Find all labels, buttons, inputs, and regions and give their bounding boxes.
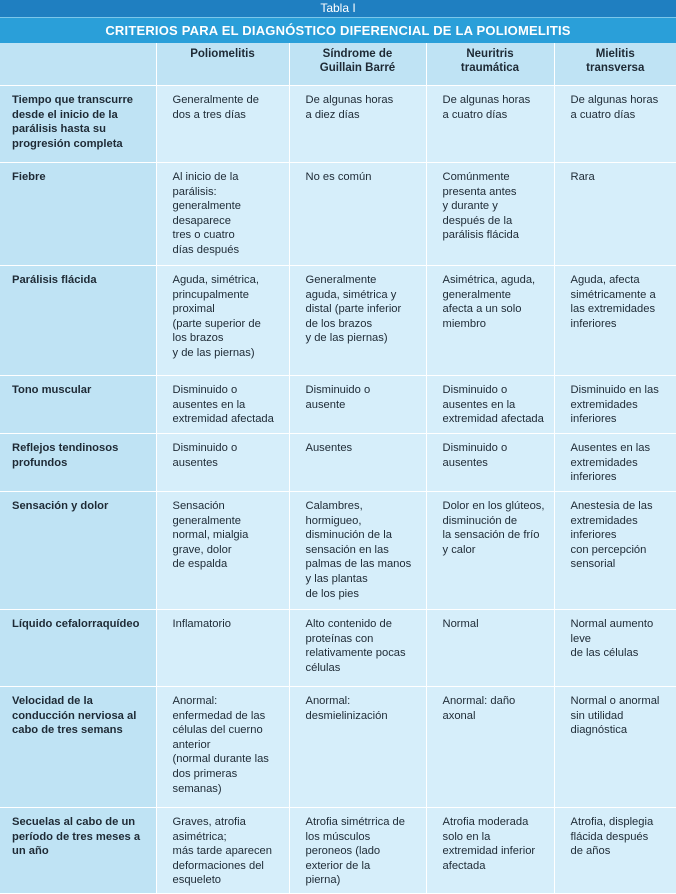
value-cell: De algunas horas a diez días (289, 86, 426, 163)
value-cell: Normal (426, 610, 554, 687)
value-cell: Rara (554, 163, 676, 266)
value-cell: Atrofia simétrrica de los músculos peroneos (lado exterior de la pierna) (289, 808, 426, 894)
column-header-neuritis: Neuritris traumática (426, 43, 554, 86)
value-cell: De algunas horas a cuatro días (554, 86, 676, 163)
table-row (0, 163, 676, 266)
table-row (0, 434, 676, 492)
criterion-cell: Líquido cefalorraquídeo (0, 610, 156, 687)
value-cell: Calambres, hormigueo, disminución de la sensación en las palmas de las manos y las plantas de los pies (289, 492, 426, 610)
header-row (0, 43, 676, 86)
table-row (0, 492, 676, 610)
value-cell: Anestesia de las extremidades inferiores con percepción sensorial (554, 492, 676, 610)
value-cell: Inflamatorio (156, 610, 289, 687)
criterion-cell: Sensación y dolor (0, 492, 156, 610)
value-cell: Generalmente de dos a tres días (156, 86, 289, 163)
value-cell: Aguda, afecta simétricamente a las extremidades inferiores (554, 266, 676, 376)
table-row (0, 266, 676, 376)
value-cell: Ausentes en las extremidades inferiores (554, 434, 676, 492)
value-cell: Sensación generalmente normal, mialgia grave, dolor de espalda (156, 492, 289, 610)
value-cell: Atrofia, displegia flácida después de años (554, 808, 676, 894)
table-row (0, 808, 676, 894)
value-cell: Alto contenido de proteínas con relativamente pocas células (289, 610, 426, 687)
column-header-mielitis: Mielitis transversa (554, 43, 676, 86)
value-cell: Atrofia moderada solo en la extremidad inferior afectada (426, 808, 554, 894)
value-cell: Disminuido o ausentes en la extremidad afectada (156, 376, 289, 434)
diagnosis-table (0, 43, 676, 894)
criterion-cell: Tiempo que transcurre desde el inicio de la parálisis hasta su progresión completa (0, 86, 156, 163)
table-title: CRITERIOS PARA EL DIAGNÓSTICO DIFERENCIAL DE LA POLIOMELITIS (0, 17, 676, 43)
table-row (0, 86, 676, 163)
criterion-cell: Velocidad de la conducción nerviosa al cabo de tres semans (0, 687, 156, 808)
criterion-cell: Parálisis flácida (0, 266, 156, 376)
value-cell: Anormal: enfermedad de las células del cuerno anterior (normal durante las dos primeras semanas) (156, 687, 289, 808)
criterion-header (0, 43, 156, 86)
table-row (0, 376, 676, 434)
value-cell: Disminuido o ausente (289, 376, 426, 434)
value-cell: Comúnmente presenta antes y durante y después de la parálisis flácida (426, 163, 554, 266)
criterion-cell: Fiebre (0, 163, 156, 266)
value-cell: Disminuido o ausentes en la extremidad afectada (426, 376, 554, 434)
column-header-guillain-barre: Síndrome de Guillain Barré (289, 43, 426, 86)
value-cell: Generalmente aguda, simétrica y distal (parte inferior de los brazos y de las piernas) (289, 266, 426, 376)
value-cell: De algunas horas a cuatro días (426, 86, 554, 163)
value-cell: Anormal: daño axonal (426, 687, 554, 808)
value-cell: Asimétrica, aguda, generalmente afecta a un solo miembro (426, 266, 554, 376)
table-row (0, 610, 676, 687)
value-cell: Ausentes (289, 434, 426, 492)
column-header-poliomelitis: Poliomelitis (156, 43, 289, 86)
value-cell: Dolor en los glúteos, disminución de la sensación de frío y calor (426, 492, 554, 610)
value-cell: No es común (289, 163, 426, 266)
table-row (0, 687, 676, 808)
table-label: Tabla I (0, 0, 676, 17)
value-cell: Al inicio de la parálisis: generalmente desaparece tres o cuatro días después (156, 163, 289, 266)
value-cell: Disminuido en las extremidades inferiores (554, 376, 676, 434)
value-cell: Disminuido o ausentes (426, 434, 554, 492)
value-cell: Disminuido o ausentes (156, 434, 289, 492)
value-cell: Normal o anormal sin utilidad diagnóstica (554, 687, 676, 808)
criterion-cell: Secuelas al cabo de un período de tres meses a un año (0, 808, 156, 894)
criterion-cell: Tono muscular (0, 376, 156, 434)
value-cell: Graves, atrofia asimétrica; más tarde aparecen deformaciones del esqueleto (156, 808, 289, 894)
value-cell: Aguda, simétrica, princupalmente proximal (parte superior de los brazos y de las piernas) (156, 266, 289, 376)
value-cell: Normal aumento leve de las células (554, 610, 676, 687)
criterion-cell: Reflejos tendinosos profundos (0, 434, 156, 492)
value-cell: Anormal: desmielinización (289, 687, 426, 808)
